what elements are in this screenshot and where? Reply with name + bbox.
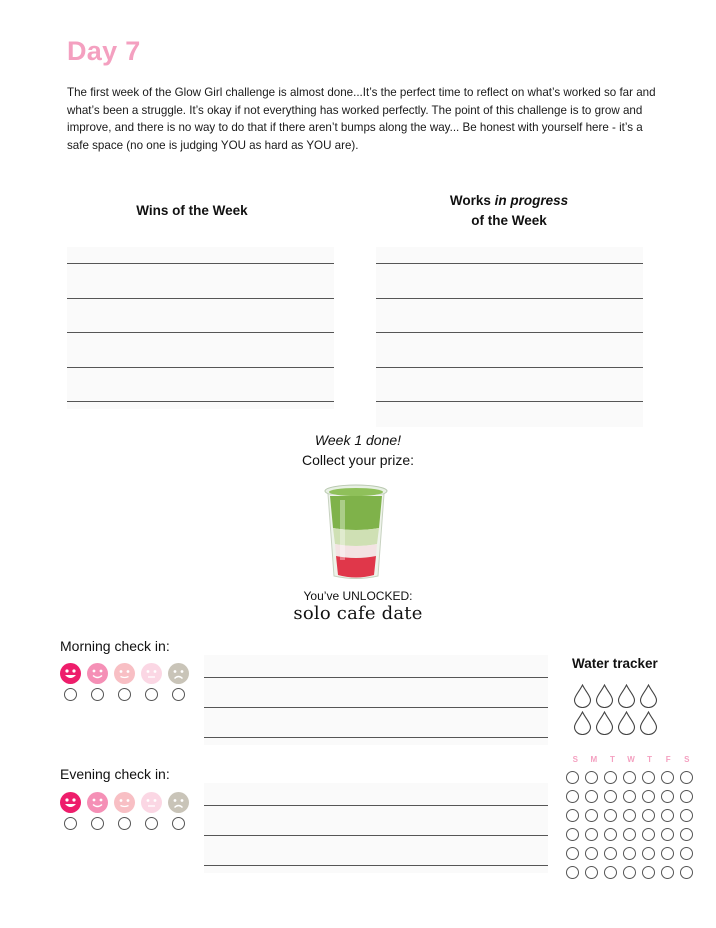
- habit-checkbox[interactable]: [566, 790, 579, 803]
- morning-checkin-label: Morning check in:: [60, 638, 170, 654]
- habit-checkbox[interactable]: [680, 866, 693, 879]
- weekday-label: W: [627, 755, 635, 764]
- writing-line: [67, 401, 334, 402]
- collect-prize-text: Collect your prize:: [301, 452, 415, 468]
- habit-checkbox[interactable]: [604, 847, 617, 860]
- habit-checkbox[interactable]: [661, 771, 674, 784]
- morning-writing-lines[interactable]: [204, 655, 548, 745]
- morning-mood-checkboxes: [64, 688, 185, 701]
- water-drop-icon[interactable]: [639, 684, 658, 708]
- habit-checkbox[interactable]: [642, 809, 655, 822]
- mood-checkbox[interactable]: [172, 817, 185, 830]
- prize-section: [200, 430, 516, 470]
- habit-checkbox[interactable]: [585, 809, 598, 822]
- water-drops: [573, 684, 663, 738]
- habit-checkbox[interactable]: [680, 847, 693, 860]
- writing-line: [376, 367, 643, 368]
- mood-face-icon: [141, 663, 162, 684]
- writing-line: [204, 865, 548, 866]
- water-tracker-title: Water tracker: [572, 656, 658, 671]
- habit-grid-row: [566, 828, 693, 841]
- habit-grid-row: [566, 790, 693, 803]
- habit-checkbox[interactable]: [661, 866, 674, 879]
- writing-line: [376, 401, 643, 402]
- habit-checkbox[interactable]: [661, 847, 674, 860]
- progress-heading: [376, 191, 642, 231]
- writing-line: [67, 298, 334, 299]
- water-drop-icon[interactable]: [595, 711, 614, 735]
- habit-checkbox[interactable]: [680, 828, 693, 841]
- mood-face-icon: [87, 663, 108, 684]
- habit-checkbox[interactable]: [566, 847, 579, 860]
- habit-checkbox[interactable]: [642, 847, 655, 860]
- habit-checkbox[interactable]: [604, 771, 617, 784]
- habit-checkbox[interactable]: [604, 866, 617, 879]
- evening-mood-faces: [60, 792, 189, 813]
- habit-checkbox[interactable]: [623, 771, 636, 784]
- habit-checkbox[interactable]: [623, 809, 636, 822]
- habit-checkbox[interactable]: [661, 790, 674, 803]
- mood-checkbox[interactable]: [64, 688, 77, 701]
- weekday-label: M: [590, 755, 598, 764]
- progress-heading-suffix: of the Week: [471, 213, 547, 228]
- mood-checkbox[interactable]: [64, 817, 77, 830]
- evening-mood-checkboxes: [64, 817, 185, 830]
- writing-line: [204, 805, 548, 806]
- mood-face-icon: [168, 792, 189, 813]
- wins-writing-lines[interactable]: [67, 247, 334, 409]
- habit-checkbox[interactable]: [642, 866, 655, 879]
- writing-line: [204, 707, 548, 708]
- mood-checkbox[interactable]: [118, 688, 131, 701]
- page-title: Day 7: [67, 36, 141, 66]
- writing-line: [376, 298, 643, 299]
- habit-checkbox[interactable]: [566, 809, 579, 822]
- water-drop-icon[interactable]: [595, 684, 614, 708]
- writing-line: [67, 263, 334, 264]
- weekday-label: T: [647, 755, 653, 764]
- reward-text: solo cafe date: [293, 603, 423, 624]
- habit-checkbox[interactable]: [623, 790, 636, 803]
- water-drop-icon[interactable]: [573, 684, 592, 708]
- mood-checkbox[interactable]: [145, 817, 158, 830]
- habit-checkbox[interactable]: [585, 790, 598, 803]
- mood-face-icon: [168, 663, 189, 684]
- habit-checkbox[interactable]: [623, 847, 636, 860]
- progress-writing-lines[interactable]: [376, 247, 643, 427]
- habit-checkbox[interactable]: [566, 866, 579, 879]
- habit-grid-row: [566, 771, 693, 784]
- habit-checkbox[interactable]: [585, 828, 598, 841]
- habit-checkbox[interactable]: [680, 771, 693, 784]
- matcha-drink-icon: [322, 482, 390, 582]
- unlocked-text: You’ve UNLOCKED:: [303, 589, 413, 603]
- weekday-label: S: [572, 755, 578, 764]
- habit-checkbox[interactable]: [680, 809, 693, 822]
- writing-line: [204, 737, 548, 738]
- habit-checkbox[interactable]: [642, 771, 655, 784]
- habit-checkbox[interactable]: [566, 828, 579, 841]
- habit-checkbox[interactable]: [604, 809, 617, 822]
- habit-checkbox[interactable]: [661, 809, 674, 822]
- mood-checkbox[interactable]: [172, 688, 185, 701]
- writing-line: [67, 367, 334, 368]
- wins-heading: Wins of the Week: [136, 203, 248, 218]
- weekday-label: F: [665, 755, 671, 764]
- writing-line: [376, 332, 643, 333]
- weekday-label: T: [610, 755, 615, 764]
- writing-line: [376, 263, 643, 264]
- water-drop-icon[interactable]: [617, 684, 636, 708]
- mood-checkbox[interactable]: [145, 688, 158, 701]
- weekday-header: [566, 755, 696, 764]
- intro-paragraph: The first week of the Glow Girl challenge is almost done...It’s the perfect time to reflect on what’s worked so far and what’s been a struggle. It’s okay if not everything has worked perfectly. The point of this challenge is to grow and improve, and there is no way to do that if there aren’t bumps along the way... Be honest with yourself here - it’s a safe space (no one is judging YOU as hard as YOU are).: [67, 86, 656, 152]
- mood-face-icon: [60, 792, 81, 813]
- habit-grid-row: [566, 866, 693, 879]
- habit-checkbox[interactable]: [623, 866, 636, 879]
- week-done-text: Week 1 done!: [314, 432, 402, 448]
- habit-checkbox[interactable]: [661, 828, 674, 841]
- mood-face-icon: [87, 792, 108, 813]
- habit-checkbox[interactable]: [642, 790, 655, 803]
- habit-grid: [566, 771, 693, 885]
- progress-heading-em: in progress: [494, 193, 569, 208]
- habit-checkbox[interactable]: [642, 828, 655, 841]
- mood-face-icon: [114, 663, 135, 684]
- evening-checkin-label: Evening check in:: [60, 766, 170, 782]
- habit-checkbox[interactable]: [585, 866, 598, 879]
- writing-line: [67, 332, 334, 333]
- mood-face-icon: [114, 792, 135, 813]
- habit-checkbox[interactable]: [604, 790, 617, 803]
- habit-checkbox[interactable]: [585, 847, 598, 860]
- habit-checkbox[interactable]: [566, 771, 579, 784]
- mood-face-icon: [141, 792, 162, 813]
- habit-checkbox[interactable]: [604, 828, 617, 841]
- water-drop-icon[interactable]: [617, 711, 636, 735]
- progress-heading-prefix: Works: [449, 193, 495, 208]
- habit-grid-row: [566, 809, 693, 822]
- habit-checkbox[interactable]: [680, 790, 693, 803]
- habit-checkbox[interactable]: [623, 828, 636, 841]
- habit-grid-row: [566, 847, 693, 860]
- water-drop-icon[interactable]: [573, 711, 592, 735]
- water-drop-icon[interactable]: [639, 711, 658, 735]
- writing-line: [204, 835, 548, 836]
- morning-mood-faces: [60, 663, 189, 684]
- habit-checkbox[interactable]: [585, 771, 598, 784]
- evening-writing-lines[interactable]: [204, 783, 548, 873]
- mood-checkbox[interactable]: [91, 688, 104, 701]
- weekday-label: S: [684, 755, 690, 764]
- mood-face-icon: [60, 663, 81, 684]
- writing-line: [204, 677, 548, 678]
- mood-checkbox[interactable]: [91, 817, 104, 830]
- mood-checkbox[interactable]: [118, 817, 131, 830]
